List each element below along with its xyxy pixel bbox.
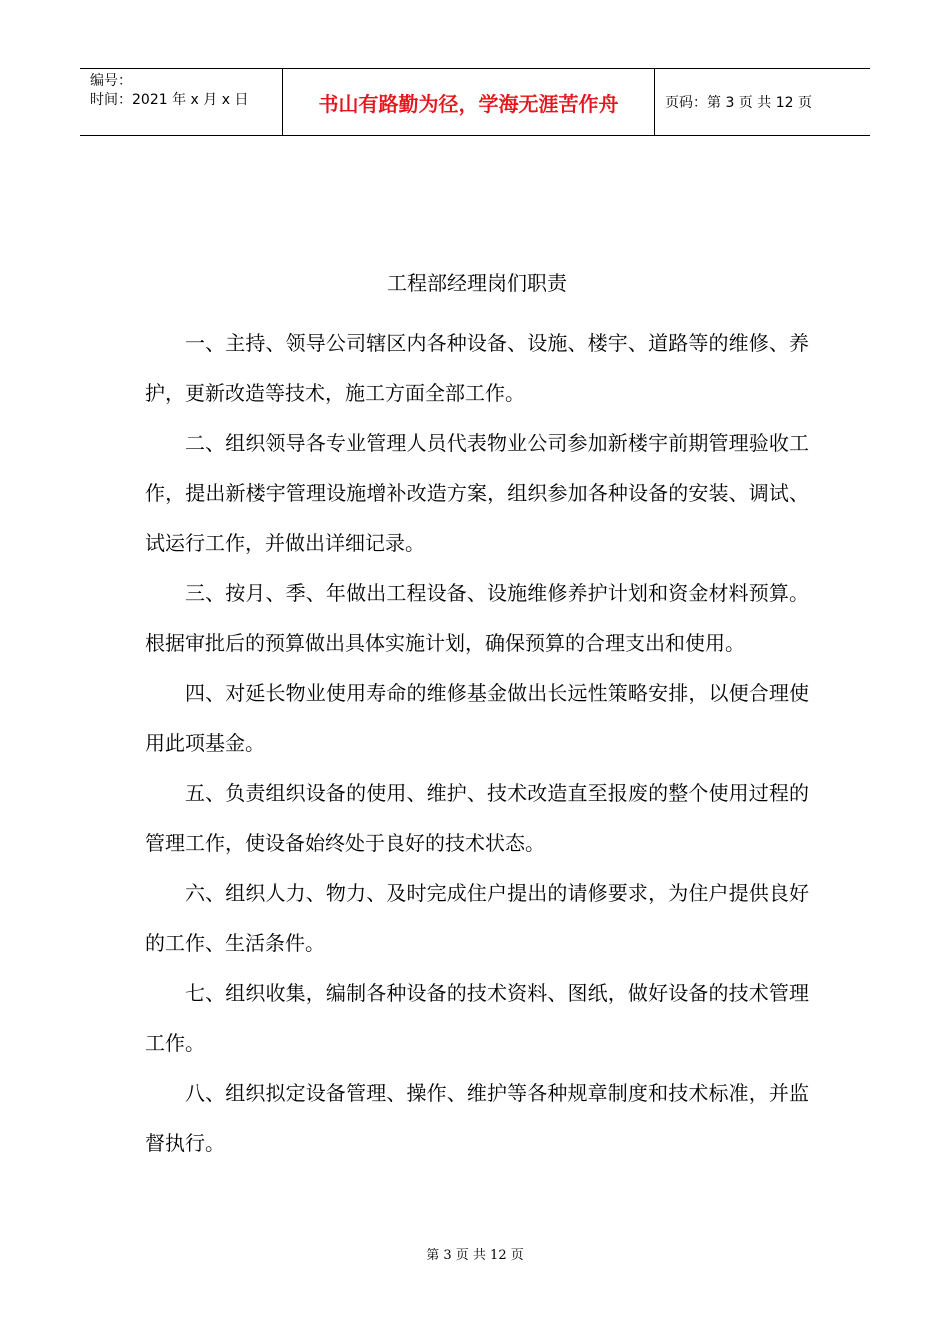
header-info-cell xyxy=(80,69,283,135)
paragraph-5: 五、负责组织设备的使用、维护、技术改造直至报废的整个使用过程的管理工作，使设备始终处于良好的技术状态。 xyxy=(145,781,809,855)
header-number-label: 编号： xyxy=(90,73,132,89)
paragraph-4: 四、对延长物业使用寿命的维修基金做出长远性策略安排，以便合理使用此项基金。 xyxy=(145,681,809,755)
header-motto: 书山有路勤为径，学海无涯苦作舟 xyxy=(283,69,655,135)
paragraph-2: 二、组织领导各专业管理人员代表物业公司参加新楼宇前期管理验收工作，提出新楼宇管理设施增补改造方案，组织参加各种设备的安装、调试、试运行工作，并做出详细记录。 xyxy=(145,431,809,555)
page-footer: 第 3 页 共 12 页 xyxy=(426,1248,524,1263)
paragraph-7: 七、组织收集，编制各种设备的技术资料、图纸，做好设备的技术管理工作。 xyxy=(145,981,809,1055)
document-body xyxy=(145,268,809,1168)
page-header xyxy=(80,68,870,136)
paragraph-1: 一、主持、领导公司辖区内各种设备、设施、楼宇、道路等的维修、养护，更新改造等技术，施工方面全部工作。 xyxy=(145,331,809,405)
document-title: 工程部经理岗们职责 xyxy=(387,271,567,295)
paragraph-6: 六、组织人力、物力、及时完成住户提出的请修要求，为住户提供良好的工作、生活条件。 xyxy=(145,881,809,955)
header-time-label: 时间：2021 年 x 月 x 日 xyxy=(90,92,249,108)
header-page-label: 页码：第 3 页 共 12 页 xyxy=(665,95,812,111)
paragraph-8: 八、组织拟定设备管理、操作、维护等各种规章制度和技术标准，并监督执行。 xyxy=(145,1081,809,1155)
paragraph-3: 三、按月、季、年做出工程设备、设施维修养护计划和资金材料预算。根据审批后的预算做出具体实施计划，确保预算的合理支出和使用。 xyxy=(145,581,809,655)
